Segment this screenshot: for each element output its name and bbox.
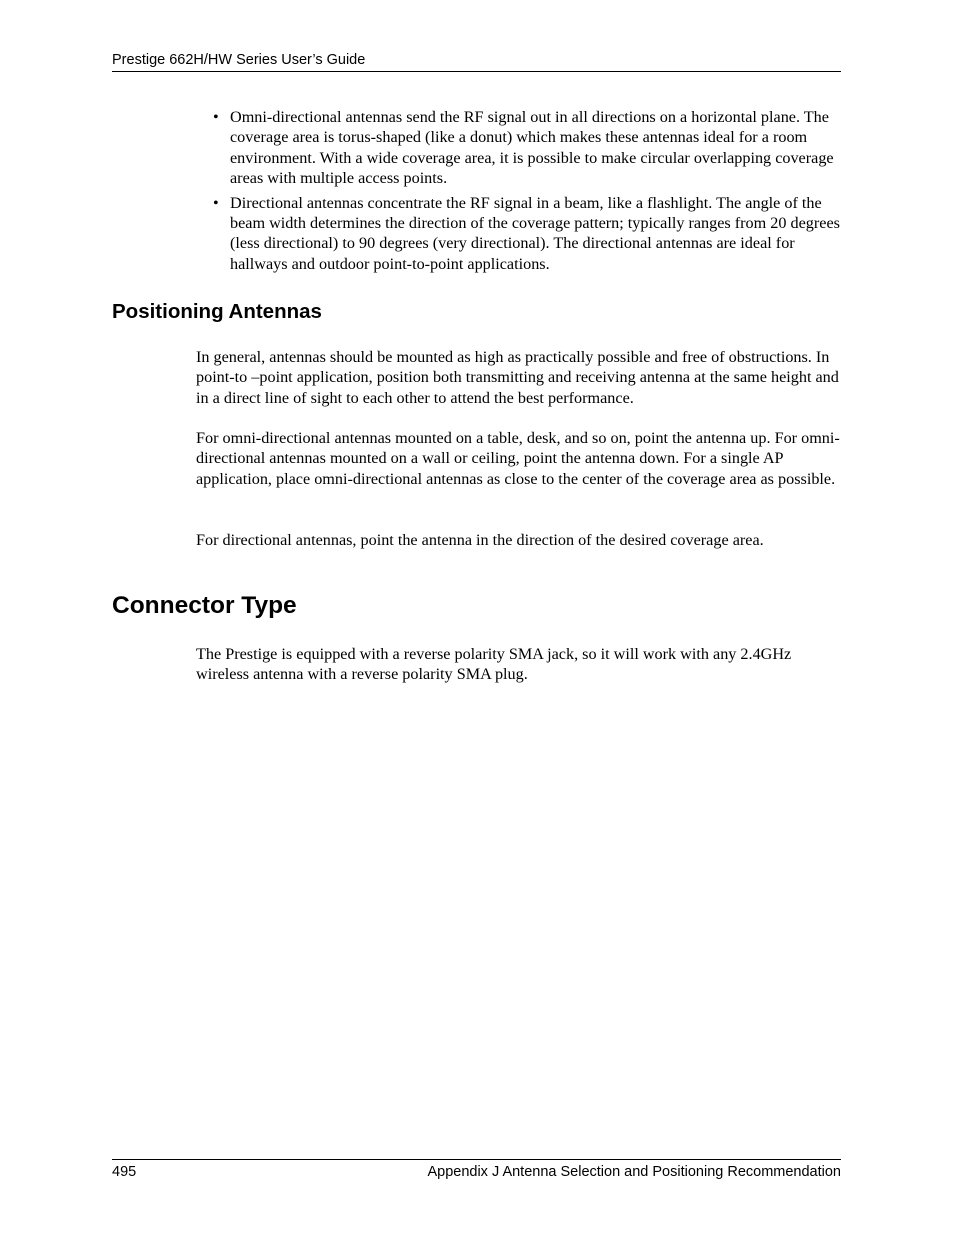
bullet-icon: • (213, 193, 219, 212)
page-number: 495 (112, 1164, 137, 1180)
paragraph: For omni-directional antennas mounted on a table, desk, and so on, point the antenna up. For omni-directional antennas mounted on a wall or ceiling, point the antenna down. For a single AP application, place omni-directional antennas as close to the center of the coverage area as possible. (196, 429, 840, 488)
page-footer (112, 1159, 841, 1180)
list-item (196, 193, 842, 275)
antenna-types-list (196, 107, 842, 278)
list-item-text: Directional antennas concentrate the RF signal in a beam, like a flashlight. The angle of the beam width determines the direction of the coverage pattern; typically ranges from 20 degrees (less directional) to 90 degrees (very directional). The directional antennas are ideal for hallways and outdoor point-to-point applications. (230, 193, 840, 273)
section-heading-positioning: Positioning Antennas (112, 300, 322, 323)
paragraph: In general, antennas should be mounted as high as practically possible and free of obstructions. In point-to –point application, position both transmitting and receiving antenna at the same height and in a direct line of sight to each other to attend the best performance. (196, 348, 839, 407)
page-header (112, 50, 841, 72)
section-heading-connector: Connector Type (112, 592, 297, 619)
bullet-icon: • (213, 108, 219, 126)
list-item-text: Omni-directional antennas send the RF signal out in all directions on a horizontal plane. The coverage area is torus-shaped (like a donut) which makes these antennas ideal for a room environment. With a wide coverage area, it is possible to make circular overlapping coverage areas with multiple access points. (230, 108, 834, 188)
footer-title: Appendix J Antenna Selection and Positioning Recommendation (427, 1164, 841, 1180)
paragraph: The Prestige is equipped with a reverse polarity SMA jack, so it will work with any 2.4GHz wireless antenna with a reverse polarity SMA plug. (196, 645, 792, 684)
list-item (196, 107, 842, 189)
header-title: Prestige 662H/HW Series User’s Guide (112, 52, 366, 68)
paragraph: For directional antennas, point the antenna in the direction of the desired coverage area. (196, 531, 764, 549)
